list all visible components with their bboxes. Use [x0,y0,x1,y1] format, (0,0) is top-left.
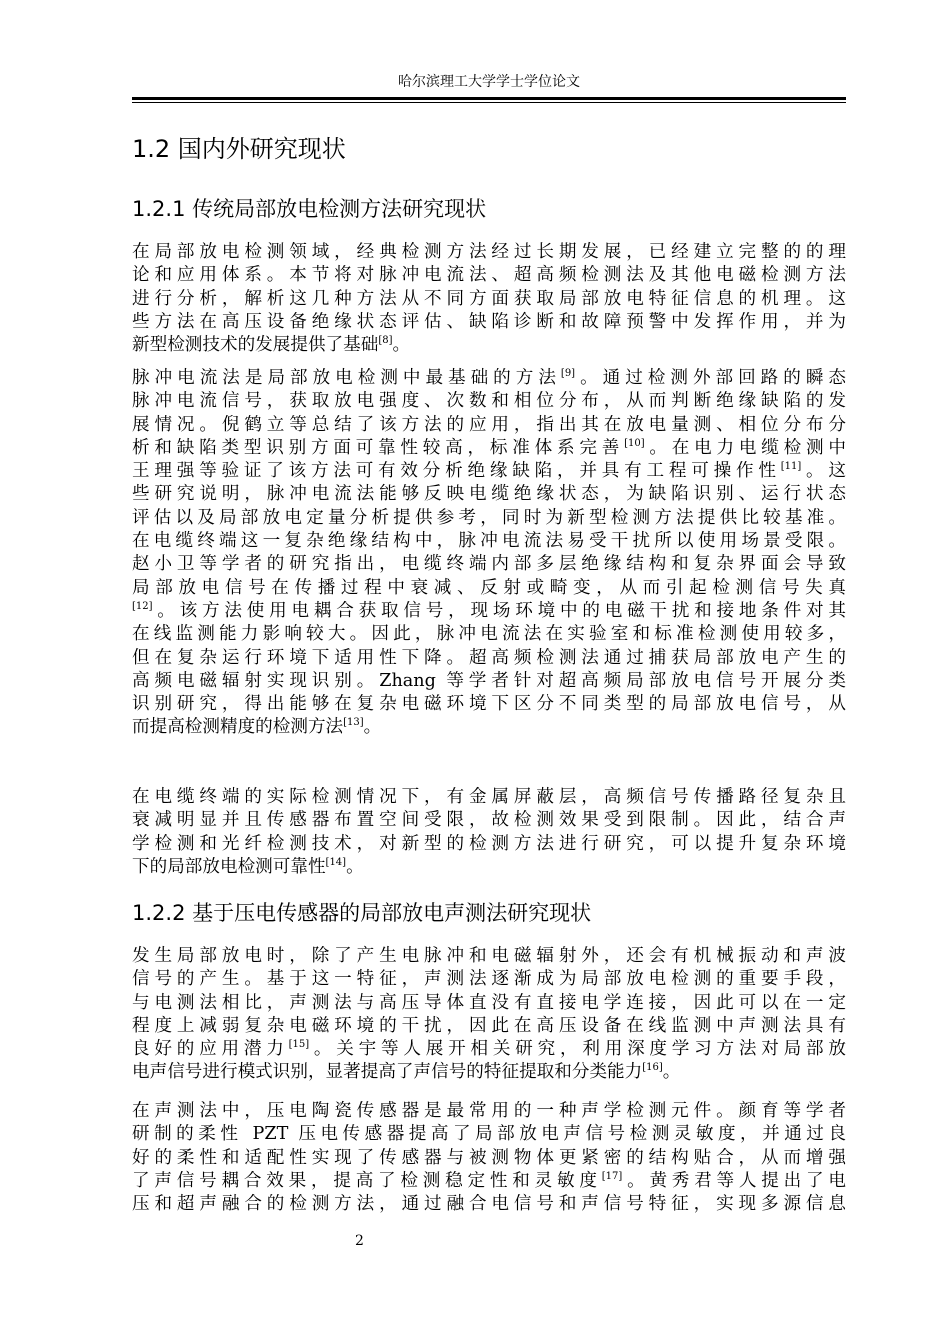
paragraph-line: 研制的柔性 PZT 压电传感器提高了局部放电声信号检测灵敏度，并通过良 [132,1124,846,1145]
paragraph-line: 展情况。倪鹤立等总结了该方法的应用，指出其在放电量测、相位分布分 [132,414,846,435]
line-text: 。这 [801,461,846,482]
citation: [10] [624,437,645,449]
citation: [9] [560,368,576,379]
line-text: 脉冲电流法是局部放电检测中最基础的方法 [132,368,561,388]
section-heading: 1.2 国内外研究现状 [132,135,346,163]
line-text: 。 [662,1062,681,1083]
paragraph-line: 在局部放电检测领域，经典检测方法经过长期发展，已经建立完整的的理 [132,242,846,262]
paragraph-line: 进行分析，解析这几种方法从不同方面获取局部放电特征信息的机理。这 [132,288,846,309]
paragraph-line: 在声测法中，压电陶瓷传感器是最常用的一种声学检测元件。颜育等学者 [132,1101,846,1121]
paragraph-line: 好的柔性和适配性实现了传感器与被测物体更紧密的结构贴合，从而增强 [132,1147,846,1168]
paragraph-line: 发生局部放电时，除了产生电脉冲和电磁辐射外，还会有机械振动和声波 [132,946,846,966]
line-text: 王理强等验证了该方法可有效分析绝缘缺陷，并具有工程可操作性 [132,461,781,482]
paragraph-line: 论和应用体系。本节将对脉冲电流法、超高频检测法及其他电磁检测方法 [132,265,846,286]
line-text: 。通过检测外部回路的瞬态 [575,368,846,388]
paragraph-line: 评估以及局部放电定量分析提供参考，同时为新型检测方法提供比较基准。 [132,507,846,528]
line-text: 而提高检测精度的检测方法 [132,717,344,738]
citation: [16] [642,1062,663,1074]
line-text: 下的局部放电检测可靠性 [132,856,326,877]
paragraph [132,367,846,740]
page-number: 2 [355,1233,364,1249]
paragraph-line: 些研究说明，脉冲电流法能够反映电缆绝缘状态，为缺陷识别、运行状态 [132,484,846,505]
paragraph-line: 高频电磁辐射实现识别。Zhang 等学者针对超高频局部放电信号开展分类 [132,670,846,691]
paragraph-line: 在电缆终端这一复杂绝缘结构中，脉冲电流法易受干扰所以使用场景受限。 [132,531,846,552]
paragraph-line: 局部放电信号在传播过程中衰减、反射或畸变，从而引起检测信号失真 [132,577,846,598]
paragraph-line: 与电测法相比，声测法与高压导体直没有直接电学连接，因此可以在一定 [132,992,846,1013]
paragraph-line: 识别研究，得出能够在复杂电磁环境下区分不同类型的局部放电信号，从 [132,694,846,715]
paragraph-line: 学检测和光纤检测技术，对新型的检测方法进行研究，可以提升复杂环境 [132,833,846,854]
line-text: 。关宇等人展开相关研究，利用深度学习方法对局部放 [309,1039,846,1060]
paragraph-line [132,1170,846,1193]
paragraph-line: 信号的产生。基于这一特征，声测法逐渐成为局部放电检测的重要手段， [132,969,846,990]
citation: [11] [780,461,802,473]
paragraph-line [132,1038,846,1061]
paragraph-line [132,1061,846,1084]
citation: [17] [601,1170,623,1182]
paragraph-line: 赵小卫等学者的研究指出，电缆终端内部多层绝缘结构和复杂界面会导致 [132,554,846,575]
header-rule-thin [132,102,846,103]
line-text: 电声信号进行模式识别，显著提高了声信号的特征提取和分类能力 [132,1062,643,1083]
subsection-heading-1-2-2: 1.2.2 基于压电传感器的局部放电声测法研究现状 [132,901,592,925]
paragraph-line [132,460,846,483]
running-header: 哈尔滨理工大学学士学位论文 [398,74,580,90]
line-text: 良好的应用潜力 [132,1039,289,1060]
line-text: 新型检测技术的发展提供了基础 [132,335,379,356]
line-text: 。 [363,717,382,738]
paragraph-line [132,437,846,460]
paragraph [132,945,846,1085]
subsection-heading-1-2-1: 1.2.1 传统局部放电检测方法研究现状 [132,197,487,221]
paragraph-line [132,716,846,739]
paragraph [132,1100,846,1216]
line-text: 了声信号耦合效果，提高了检测稳定性和灵敏度 [132,1170,602,1191]
header-rule-thick [132,97,846,100]
paragraph-line: 但在复杂运行环境下适用性下降。超高频检测法通过捕获局部放电产生的 [132,647,846,668]
paragraph-line [132,600,846,623]
paragraph-line [132,367,846,390]
paragraph-line: 压和超声融合的检测方法，通过融合电信号和声信号特征，实现多源信息 [132,1194,846,1215]
line-text: 。 [346,856,364,877]
line-text: 。黄秀君等人提出了电 [622,1170,846,1191]
line-text: 。 [392,335,411,356]
paragraph [132,786,846,879]
citation: [12] [132,600,153,612]
paragraph-line [132,856,846,879]
paragraph-line [132,334,846,357]
paragraph-line: 在线监测能力影响较大。因此，脉冲电流法在实验室和标准检测使用较多， [132,624,846,645]
citation: [14] [325,856,347,868]
citation: [8] [378,335,393,347]
line-text: 。该方法使用电耦合获取信号，现场环境中的电磁干扰和接地条件对其 [152,600,846,621]
line-text: 析和缺陷类型识别方面可靠性较高，标准体系完善 [132,437,625,458]
paragraph-line: 在电缆终端的实际检测情况下，有金属屏蔽层，高频信号传播路径复杂且 [132,787,846,807]
paragraph-line: 程度上减弱复杂电磁环境的干扰，因此在高压设备在线监测中声测法具有 [132,1015,846,1036]
paragraph-line: 些方法在高压设备绝缘状态评估、缺陷诊断和故障预警中发挥作用，并为 [132,311,846,332]
citation: [15] [288,1039,310,1051]
line-text: 。在电力电缆检测中 [644,437,846,458]
paragraph-line: 衰减明显并且传感器布置空间受限，故检测效果受到限制。因此，结合声 [132,810,846,831]
citation: [13] [343,717,364,729]
paragraph [132,241,846,357]
paragraph-line: 脉冲电流信号，获取放电强度、次数和相位分布，从而判断绝缘缺陷的发 [132,391,846,412]
